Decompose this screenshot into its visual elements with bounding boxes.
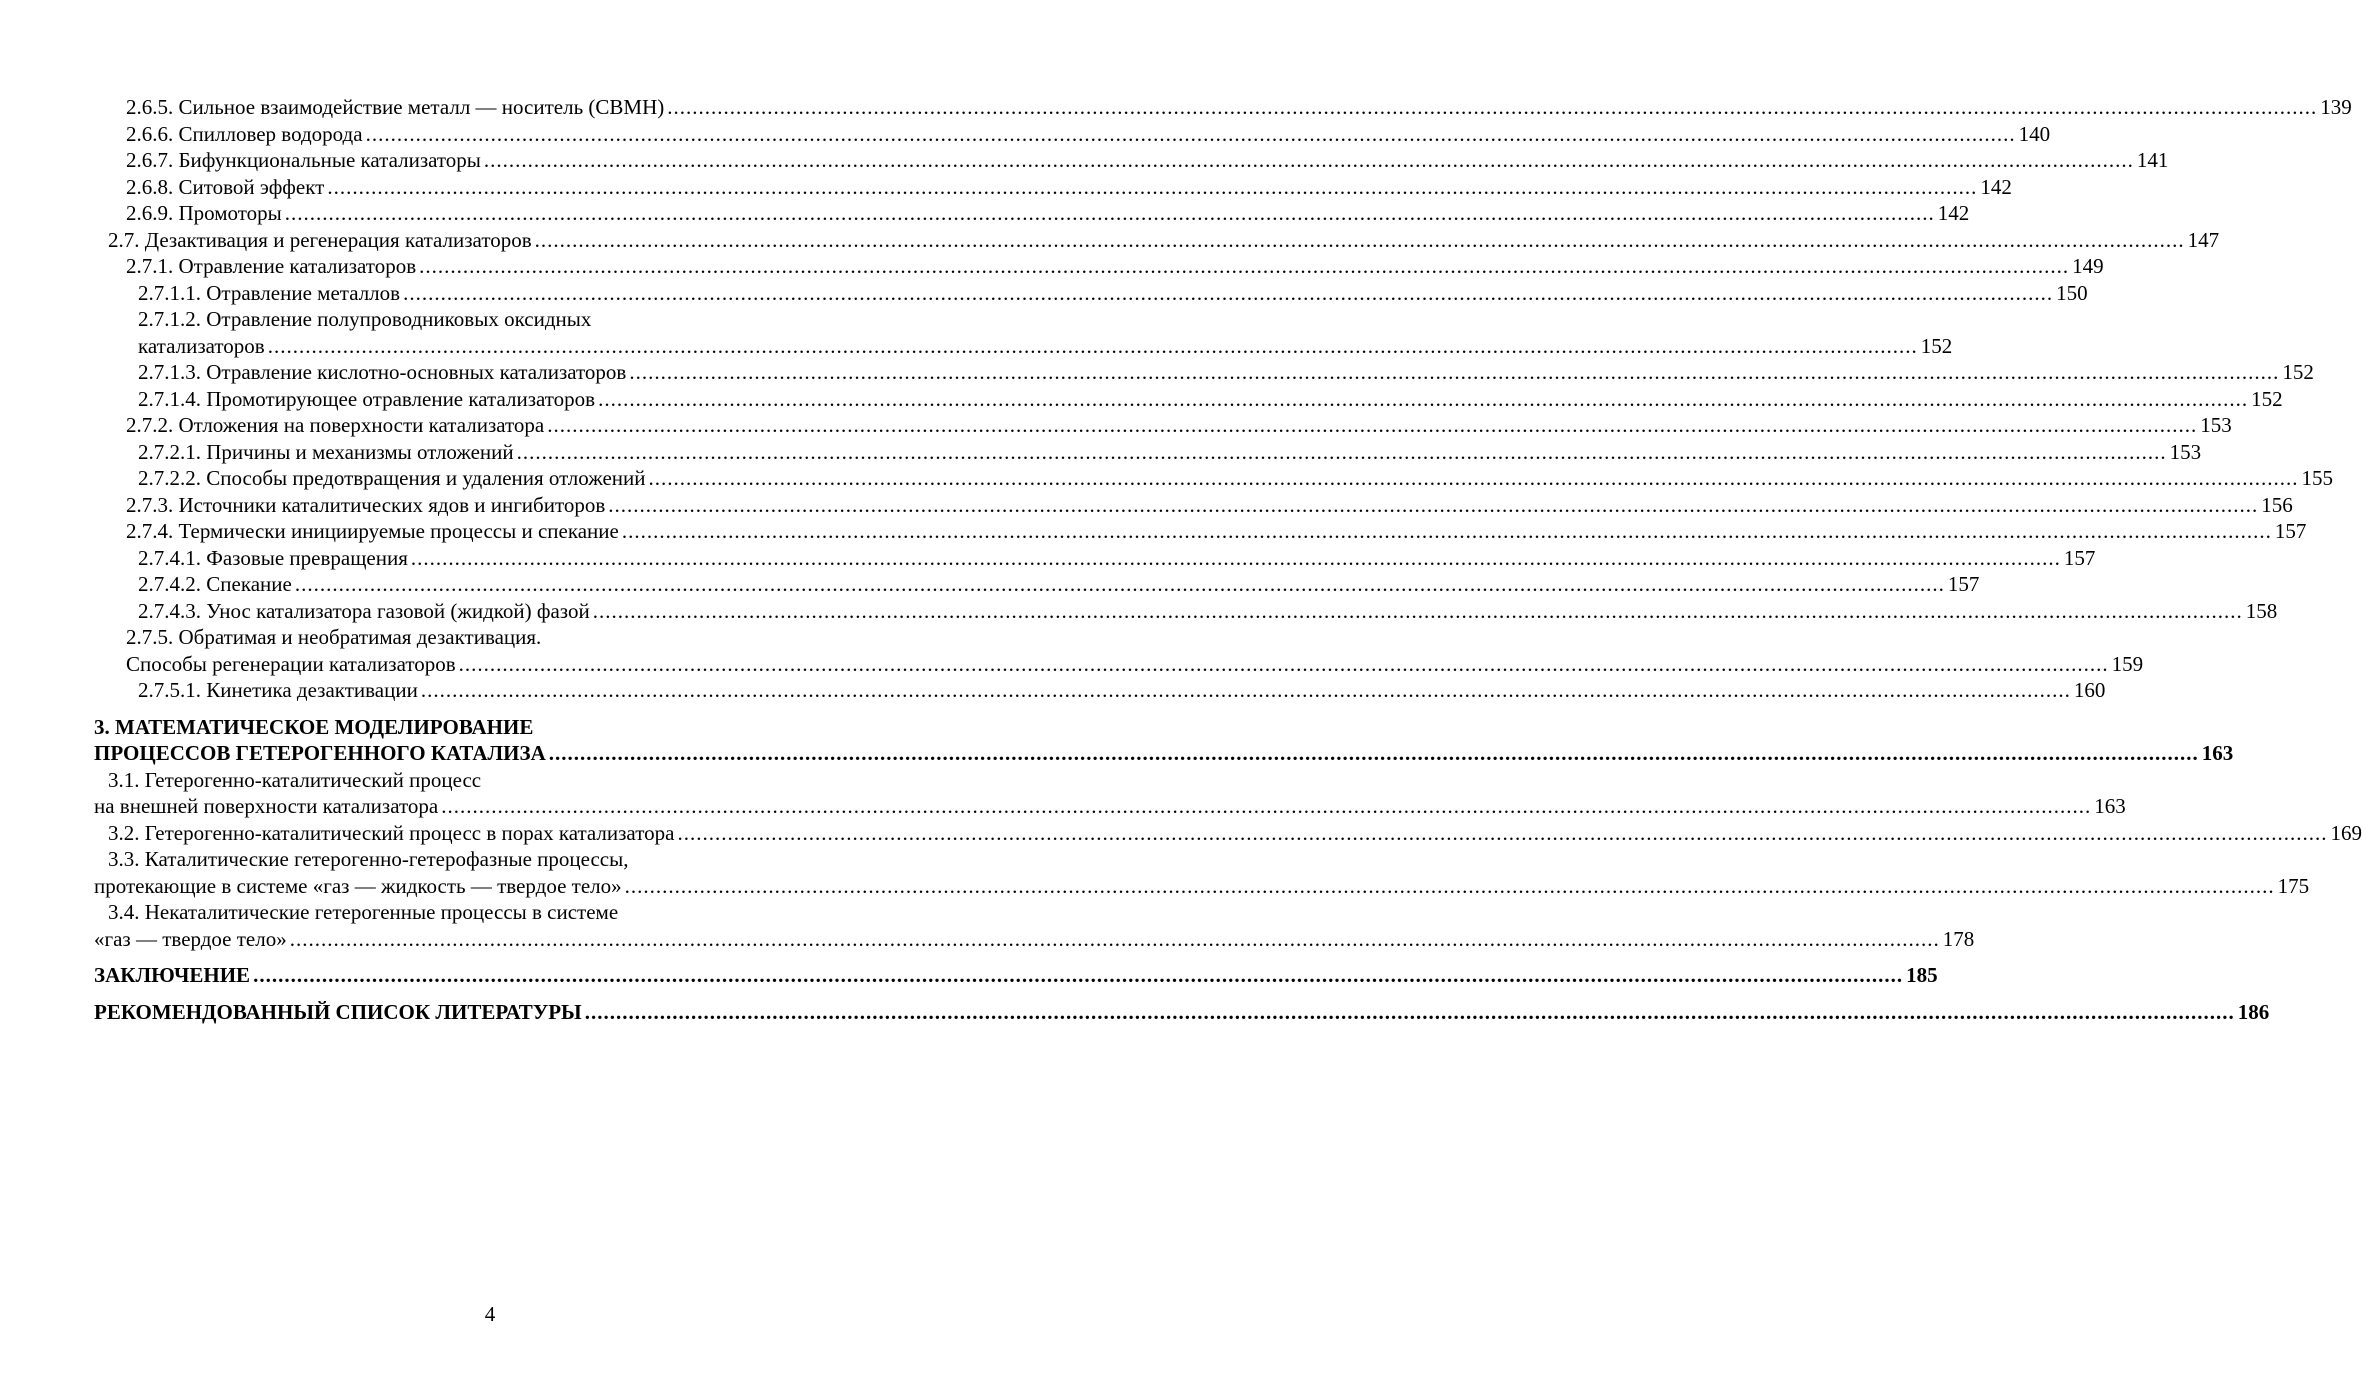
toc-entry[interactable] [94,846,886,873]
toc-chapter-title: ЗАКЛЮЧЕНИЕ [94,963,251,987]
toc-entry[interactable] [94,386,2283,413]
dot-leader [625,873,2275,900]
toc-entry[interactable] [94,359,2314,386]
toc-entry-title: 2.7.1. Отравление катализаторов [126,254,417,278]
dot-leader [268,333,1918,360]
toc-entry[interactable] [94,624,2144,677]
dot-leader [421,677,2071,704]
toc-entry-title: 2.6.8. Ситовой эффект [126,174,325,199]
toc-entry-title-line1: 3.3. Каталитические гетерогенно-гетерофазные процессы, [108,847,629,871]
toc-entry-page: 157 [2063,545,2096,570]
toc-entry[interactable] [94,227,2220,254]
dot-leader [411,545,2061,572]
toc-entry[interactable] [94,598,2278,625]
toc-entry-page: 150 [2056,280,2088,305]
toc-chapter[interactable] [94,999,2270,1026]
toc-entry-title: 2.7.4. Термически инициируемые процессы и спекание [126,519,619,543]
dot-leader [649,465,2299,492]
dot-leader [593,598,2243,625]
toc-chapter[interactable] [94,962,1938,989]
toc-chapter-title: ПРОЦЕССОВ ГЕТЕРОГЕННОГО КАТАЛИЗА [94,741,546,765]
toc-entry-title: 2.7.2.1. Причины и механизмы отложений [138,439,514,464]
toc-entry-title-line1: 3.4. Некаталитические гетерогенные процессы в системе [108,900,619,924]
toc-entry-title: «газ — твердое тело» [94,926,287,951]
toc-entry-title: 2.7.2.2. Способы предотвращения и удаления отложений [138,466,646,490]
toc-entry-title: Способы регенерации катализаторов [126,651,456,676]
dot-leader [667,94,2317,121]
toc-entry-title-line1: 2.7.1.2. Отравление полупроводниковых оксидных [138,307,592,331]
dot-leader [629,359,2279,386]
page-number: 4 [484,1302,496,1326]
dot-leader [366,121,2016,148]
toc-entry-title-line1: 2.7.5. Обратимая и необратимая дезактивация. [126,625,542,649]
toc-entry-title: катализаторов [138,333,265,358]
toc-chapter-page: 163 [2201,741,2234,765]
toc-entry-title: 2.6.5. Сильное взаимодействие металл — носитель (СВМН) [126,95,665,119]
toc-entry-title: 2.6.9. Промоторы [126,201,282,225]
toc-entry-page: 149 [2072,254,2104,278]
toc-entry-page: 157 [2274,519,2307,543]
dot-leader [285,200,1935,227]
toc-entry-page: 160 [2073,678,2106,702]
toc-entry[interactable] [94,94,2352,121]
dot-leader [419,253,2069,280]
toc-entry-title: 2.7.1.3. Отравление кислотно-основных катализаторов [138,360,627,384]
dot-leader [403,280,2053,307]
toc-entry-page: 152 [1920,333,1953,358]
dot-leader [290,926,1940,953]
toc-entry[interactable] [94,492,2293,519]
dot-leader [622,518,2272,545]
dot-leader [484,147,2134,174]
dot-leader [253,962,1903,989]
toc-chapter-page: 186 [2237,999,2270,1024]
dot-leader [459,651,2109,678]
toc-entry[interactable] [94,677,2106,704]
toc-entry[interactable] [94,147,2169,174]
toc-entry[interactable] [94,253,2104,280]
toc-entry-title: 2.7. Дезактивация и регенерация катализаторов [108,227,532,252]
toc-entry-title: 2.7.4.1. Фазовые превращения [138,545,408,570]
toc-entry-page: 169 [2330,820,2362,845]
toc-entry[interactable] [94,439,2202,466]
toc-entry-page: 152 [2251,386,2283,411]
toc-entry-title: 2.6.7. Бифункциональные катализаторы [126,148,481,172]
toc-entry-continuation[interactable] [94,793,2126,820]
dot-leader [441,793,2091,820]
toc-entry-page: 142 [1937,201,1970,225]
dot-leader [608,492,2258,519]
toc-entry-page: 147 [2187,227,2220,252]
toc-entry-page: 153 [2169,439,2202,464]
toc-entry[interactable] [94,899,886,926]
toc-entry-title: 2.7.4.3. Унос катализатора газовой (жидкой) фазой [138,598,590,623]
dot-leader [295,571,1945,598]
toc-entry-title: протекающие в системе «газ — жидкость — твердое тело» [94,873,622,898]
toc-entry-title: 2.7.2. Отложения на поверхности катализатора [126,413,545,437]
toc-entry-page: 175 [2277,873,2310,898]
toc-chapter-page: 185 [1906,963,1938,987]
toc-entry[interactable] [94,121,2051,148]
toc-entry-title: 2.6.6. Спилловер водорода [126,121,363,146]
toc-entry[interactable] [94,545,2096,572]
dot-leader [327,174,1977,201]
toc-entry[interactable] [94,174,2012,201]
toc-entry-page: 152 [2282,360,2314,384]
toc-entry-page: 156 [2261,492,2293,517]
toc-entry-page: 140 [2018,121,2051,146]
dot-leader [517,439,2167,466]
toc-entry-page: 155 [2301,466,2334,490]
toc-entry-title: 2.7.4.2. Спекание [138,572,292,596]
toc-entry-title-line1: 3.1. Гетерогенно-каталитический процесс [108,767,482,792]
toc-entry-title: 2.7.1.1. Отравление металлов [138,280,401,305]
toc-entry-title: 2.7.3. Источники каталитических ядов и ингибиторов [126,492,606,517]
toc-entry-continuation[interactable] [94,926,1975,953]
toc-entry-page: 163 [2094,794,2126,818]
toc-entry[interactable] [94,571,1980,598]
toc-entry-page: 178 [1942,926,1975,951]
toc-entry-page: 158 [2245,598,2278,623]
dot-leader [547,412,2197,439]
toc-entry[interactable] [94,518,2307,545]
table-of-contents [94,94,2362,1025]
dot-leader [598,386,2248,413]
toc-entry-title: 2.7.1.4. Промотирующее отравление катализаторов [138,386,596,411]
toc-chapter-title-line1: 3. МАТЕМАТИЧЕСКОЕ МОДЕЛИРОВАНИЕ [94,714,534,739]
toc-entry-continuation[interactable] [94,873,2310,900]
toc-entry[interactable] [94,767,886,794]
toc-entry[interactable] [94,200,1970,227]
toc-chapter-title: РЕКОМЕНДОВАННЫЙ СПИСОК ЛИТЕРАТУРЫ [94,999,582,1024]
toc-entry[interactable] [94,280,2088,307]
toc-entry[interactable] [94,465,2334,492]
toc-entry-page: 141 [2136,148,2169,172]
dot-leader [585,999,2235,1026]
dot-leader [677,820,2327,847]
toc-entry-page: 142 [1980,174,2012,199]
toc-entry-page: 139 [2320,95,2352,119]
toc-entry-title: 2.7.5.1. Кинетика дезактивации [138,678,418,702]
toc-entry-page: 157 [1947,572,1980,596]
toc-entry-page: 159 [2111,651,2144,676]
dot-leader [549,740,2199,767]
toc-entry-title: на внешней поверхности катализатора [94,794,439,818]
toc-entry-page: 153 [2200,413,2232,437]
toc-entry-title: 3.2. Гетерогенно-каталитический процесс в порах катализатора [108,820,675,845]
dot-leader [535,227,2185,254]
toc-entry[interactable] [94,412,2232,439]
toc-entry[interactable] [94,306,1953,359]
toc-entry[interactable] [94,820,2362,847]
toc-chapter[interactable] [94,714,2234,767]
